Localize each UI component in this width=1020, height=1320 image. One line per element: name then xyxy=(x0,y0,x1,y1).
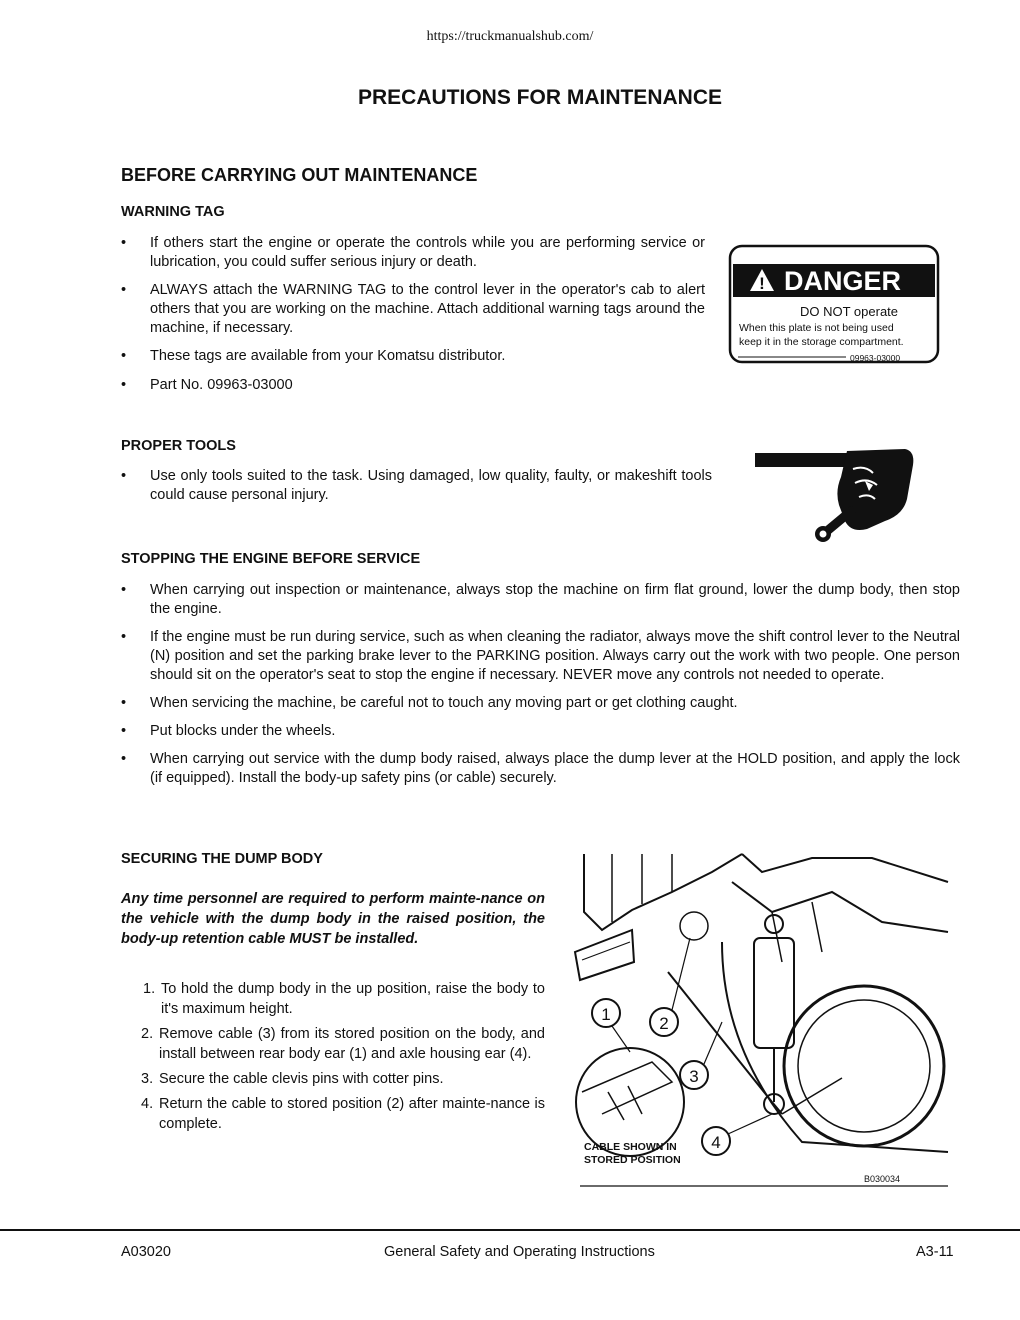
svg-text:3: 3 xyxy=(689,1067,699,1086)
warning-tag-heading: WARNING TAG xyxy=(121,204,225,220)
svg-text:STORED POSITION: STORED POSITION xyxy=(584,1154,681,1166)
svg-text:2: 2 xyxy=(659,1014,669,1033)
list-item: • Part No. 09963-03000 xyxy=(121,377,293,393)
list-item: • Put blocks under the wheels. xyxy=(121,723,336,739)
page-title: PRECAUTIONS FOR MAINTENANCE xyxy=(357,86,722,109)
footer-page-number: A3-11 xyxy=(916,1244,954,1260)
svg-text:4: 4 xyxy=(711,1133,721,1152)
stopping-engine-heading: STOPPING THE ENGINE BEFORE SERVICE xyxy=(121,551,421,567)
svg-text:09963-03000: 09963-03000 xyxy=(850,353,901,363)
list-item: 2. Remove cable (3) from its stored position on the body, and install between rear body ear (1) and axle housing ear (4). xyxy=(141,1026,545,1062)
hand-wrench-icon xyxy=(755,447,921,547)
list-item: 3. Secure the cable clevis pins with cotter pins. xyxy=(141,1071,444,1087)
danger-text: DANGER xyxy=(784,266,902,296)
svg-text:!: ! xyxy=(759,274,765,293)
danger-tag-image xyxy=(728,244,940,366)
securing-steps xyxy=(121,979,545,1139)
footer-title: General Safety and Operating Instructions xyxy=(384,1244,655,1260)
list-item: • If others start the engine or operate the controls while you are performing service or lubrication, you could suffer serious injury or death. xyxy=(121,235,705,270)
svg-text:keep it in the storage compart: keep it in the storage compartment. xyxy=(739,336,904,348)
list-item: • When carrying out inspection or maintenance, always stop the machine on firm flat ground, lower the dump body, then stop the engine. xyxy=(121,582,960,617)
svg-text:DO NOT operate: DO NOT operate xyxy=(800,304,899,319)
callout-4 xyxy=(702,1114,772,1155)
footer-doc-code: A03020 xyxy=(121,1244,171,1260)
warning-tag-bullets xyxy=(121,234,705,404)
svg-text:1: 1 xyxy=(601,1005,611,1024)
securing-intro: Any time personnel are required to perform mainte-nance on the vehicle with the dump body in the raised position, the body-up retention cable MUST be installed. xyxy=(121,891,545,947)
list-item: 1. To hold the dump body in the up position, raise the body to it's maximum height. xyxy=(143,981,545,1017)
svg-text:B030034: B030034 xyxy=(864,1174,901,1184)
header-url: https://truckmanualshub.com/ xyxy=(426,29,594,44)
list-item: • Use only tools suited to the task. Using damaged, low quality, faulty, or makeshift tools could cause personal injury. xyxy=(121,468,712,503)
list-item: 4. Return the cable to stored position (2) after mainte-nance is complete. xyxy=(141,1096,545,1132)
list-item: • When servicing the machine, be careful not to touch any moving part or get clothing caught. xyxy=(121,695,738,711)
svg-text:When this plate is not being u: When this plate is not being used xyxy=(739,322,894,334)
proper-tools-heading: PROPER TOOLS xyxy=(121,438,236,454)
section-title: BEFORE CARRYING OUT MAINTENANCE xyxy=(121,165,478,185)
svg-text:CABLE SHOWN IN: CABLE SHOWN IN xyxy=(584,1141,677,1153)
list-item: • If the engine must be run during service, such as when cleaning the radiator, always move the shift control lever to the Neutral (N) position and set the parking brake lever to the PARKING position. Always carry out the work with two people. One person should sit on the operator's seat to stop the engine if necessary. NEVER move any controls not needed to operate. xyxy=(121,629,960,683)
list-item: • ALWAYS attach the WARNING TAG to the control lever in the operator's cab to alert others that you are working on the machine. Attach additional warning tags around the machine, if necessary. xyxy=(121,282,705,336)
callout-2 xyxy=(650,938,690,1036)
footer-rule xyxy=(0,1229,1020,1231)
list-item: • When carrying out service with the dump body raised, always place the dump lever at the HOLD position, and apply the lock (if equipped). Install the body-up safety pins (or cable) securely. xyxy=(121,751,960,786)
stopping-engine-bullets xyxy=(121,581,960,797)
list-item: • These tags are available from your Komatsu distributor. xyxy=(121,348,506,364)
securing-dump-body-heading: SECURING THE DUMP BODY xyxy=(121,851,323,867)
dump-body-cable-figure xyxy=(572,852,950,1190)
callout-1 xyxy=(592,999,630,1052)
proper-tools-bullets xyxy=(121,467,712,514)
